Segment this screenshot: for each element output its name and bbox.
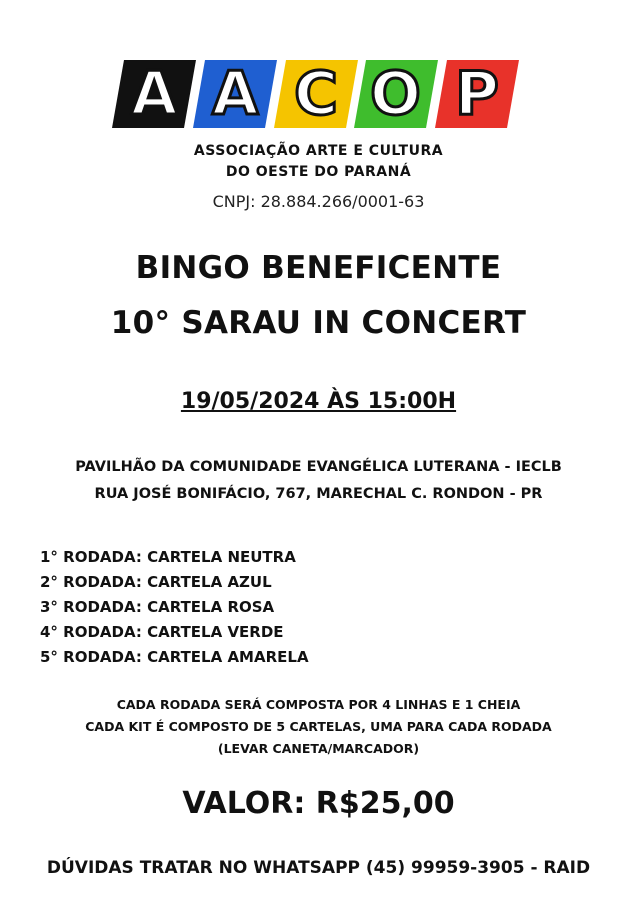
logo-letter-4: O bbox=[370, 59, 422, 129]
note-line3: (LEVAR CANETA/MARCADOR) bbox=[217, 741, 420, 756]
logo-tile-2 bbox=[193, 60, 277, 128]
logo-letter-3: C bbox=[293, 59, 338, 129]
event-datetime: 19/05/2024 ÀS 15:00H bbox=[180, 389, 457, 414]
organization-name-line1: ASSOCIAÇÃO ARTE E CULTURA bbox=[193, 143, 444, 159]
logo-letter-2: A bbox=[211, 59, 258, 129]
logo-tile-4 bbox=[354, 60, 438, 128]
logo-tile-1 bbox=[112, 60, 196, 128]
round-item-4: 4° RODADA: CARTELA VERDE bbox=[40, 623, 284, 641]
organization-name-line2: DO OESTE DO PARANÁ bbox=[225, 164, 412, 180]
aacop-logo bbox=[118, 60, 522, 130]
note-line2: CADA KIT É COMPOSTO DE 5 CARTELAS, UMA PARA CADA RODADA bbox=[85, 719, 552, 734]
logo-tile-3 bbox=[274, 60, 358, 128]
logo-letter-5: P bbox=[455, 59, 500, 129]
contact-text: DÚVIDAS TRATAR NO WHATSAPP (45) 99959-3905 - RAID bbox=[46, 858, 591, 878]
round-item-2: 2° RODADA: CARTELA AZUL bbox=[40, 573, 272, 591]
round-item-1: 1° RODADA: CARTELA NEUTRA bbox=[40, 548, 296, 566]
note-line1: CADA RODADA SERÁ COMPOSTA POR 4 LINHAS E 1 CHEIA bbox=[116, 697, 521, 712]
event-title-line2: 10° SARAU IN CONCERT bbox=[110, 305, 527, 341]
cnpj-text: CNPJ: 28.884.266/0001-63 bbox=[212, 192, 425, 211]
round-item-5: 5° RODADA: CARTELA AMARELA bbox=[40, 648, 309, 666]
rounds-list bbox=[40, 547, 309, 672]
logo-letter-1: A bbox=[130, 59, 178, 129]
event-title-line1: BINGO BENEFICENTE bbox=[135, 250, 502, 286]
venue-line1: PAVILHÃO DA COMUNIDADE EVANGÉLICA LUTERANA - IECLB bbox=[75, 459, 562, 475]
price-text: VALOR: R$25,00 bbox=[182, 786, 455, 821]
logo-tile-5 bbox=[435, 60, 519, 128]
venue-line2: RUA JOSÉ BONIFÁCIO, 767, MARECHAL C. RONDON - PR bbox=[94, 486, 543, 502]
round-item-3: 3° RODADA: CARTELA ROSA bbox=[40, 598, 275, 616]
